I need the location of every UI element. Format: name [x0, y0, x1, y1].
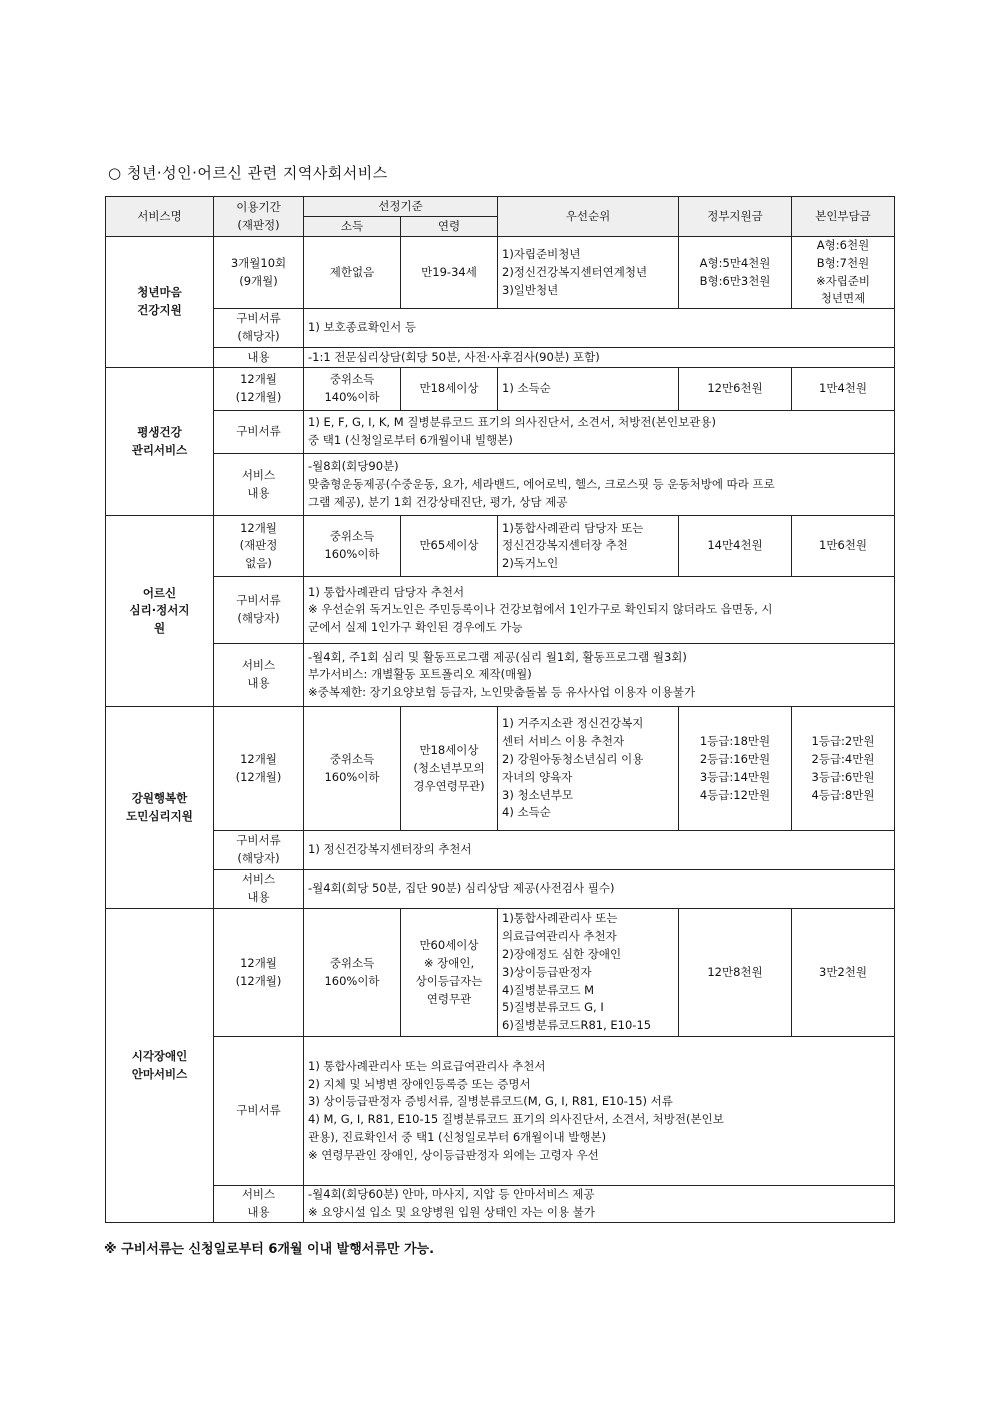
service-self-pay-line: 4등급:8만원	[811, 787, 875, 802]
service-income-line: 160%이하	[324, 973, 380, 988]
header-income: 소득	[304, 217, 401, 237]
footnote: ※ 구비서류는 신청일로부터 6개월 이내 발행서류만 가능.	[104, 1242, 435, 1257]
service-income-line: 중위소득	[329, 372, 375, 387]
service-self-pay	[792, 707, 895, 831]
docs-label-line: 구비서류	[236, 833, 281, 848]
service-content	[304, 870, 895, 909]
service-content-row	[106, 870, 895, 909]
service-self-pay-line: 3등급:6만원	[811, 769, 875, 784]
service-gov-support-line: A형:5만4천원	[699, 255, 771, 270]
service-gov-support-line: 1등급:18만원	[699, 734, 771, 749]
service-age-line: ※ 장애인,	[423, 955, 475, 970]
service-main-row	[106, 368, 895, 411]
service-priority-line: 자녀의 양육자	[502, 769, 573, 784]
service-income-line: 중위소득	[329, 529, 375, 544]
service-priority-line: 1)통합사례관리사 또는	[502, 911, 618, 926]
service-period-line: 12개월	[240, 520, 277, 535]
docs-label-line: 구비서류	[236, 1103, 281, 1118]
service-income-line: 중위소득	[329, 955, 375, 970]
service-self-pay-line: 2등급:4만원	[811, 751, 875, 766]
docs-label	[214, 411, 304, 454]
header-age: 연령	[401, 217, 498, 237]
service-content-line: 그램 제공), 분기 1회 건강상태진단, 평가, 상담 제공	[308, 494, 568, 509]
docs-content-line: 1) 통합사례관리 담당자 추천서	[308, 584, 465, 599]
service-income-line: 제한없음	[329, 264, 375, 279]
service-name	[106, 909, 214, 1223]
service-content-line: -월4회(회당 50분, 집단 90분) 심리상담 제공(사전검사 필수)	[308, 881, 615, 896]
service-priority-line: 4) 소득순	[502, 805, 551, 820]
service-priority-line: 3) 청소년부모	[502, 787, 574, 802]
service-name	[106, 707, 214, 909]
content-label	[214, 454, 304, 516]
service-period-line: (재판정	[239, 538, 278, 553]
service-docs-row	[106, 577, 895, 644]
content-label-line: 서비스	[241, 872, 276, 887]
service-priority	[498, 909, 679, 1037]
service-priority-line: 3)일반청년	[502, 282, 559, 297]
service-self-pay-line: B형:7천원	[816, 255, 870, 270]
service-period	[214, 237, 304, 309]
service-income-line: 160%이하	[324, 769, 380, 784]
service-priority-line: 2)독거노인	[502, 556, 559, 571]
service-gov-support-line: B형:6만3천원	[699, 273, 771, 288]
service-name-line: 도민심리지원	[126, 808, 193, 823]
service-period-line: (12개월)	[235, 390, 282, 405]
service-priority-line: 5)질병분류코드 G, I	[502, 1000, 604, 1015]
service-age-line: 만60세이상	[419, 938, 479, 953]
service-content	[304, 1186, 895, 1223]
service-gov-support-line: 4등급:12만원	[699, 787, 771, 802]
docs-content-line: ※ 연령무관인 장애인, 상이등급판정자 외에는 고령자 우선	[308, 1147, 599, 1162]
service-self-pay-line: 1만4천원	[819, 381, 867, 396]
service-income	[304, 516, 401, 577]
service-content-row	[106, 1186, 895, 1223]
service-gov-support-line: 2등급:16만원	[699, 751, 771, 766]
service-name	[106, 237, 214, 368]
content-label	[214, 1186, 304, 1223]
service-priority-line: 1) 거주지소관 정신건강복지	[502, 716, 644, 731]
service-table	[105, 196, 895, 1223]
service-main-row	[106, 516, 895, 577]
service-income	[304, 237, 401, 309]
service-period	[214, 707, 304, 831]
service-content-row	[106, 644, 895, 707]
service-period-line: 없음)	[245, 556, 272, 571]
docs-content-line: 중 택1 (신청일로부터 6개월이내 빌행본)	[308, 433, 513, 448]
content-label-line: 내용	[247, 890, 270, 905]
service-priority-line: 2) 강원아동청소년심리 이용	[502, 751, 644, 766]
docs-content	[304, 831, 895, 870]
service-main-row	[106, 237, 895, 309]
docs-content	[304, 577, 895, 644]
service-self-pay-line: 3만2천원	[819, 964, 867, 979]
service-name	[106, 516, 214, 707]
service-gov-support	[679, 368, 792, 411]
header-criteria: 선정기준	[304, 197, 498, 217]
service-age	[401, 707, 498, 831]
service-name-line: 원	[153, 621, 166, 636]
docs-label	[214, 1037, 304, 1186]
service-name-line: 시각장애인	[131, 1048, 188, 1063]
service-priority	[498, 368, 679, 411]
docs-label-line: 구비서류	[236, 311, 281, 326]
service-period-line: 12개월	[240, 372, 277, 387]
service-self-pay-line: A형:6천원	[816, 238, 870, 252]
docs-content	[304, 1037, 895, 1186]
service-gov-support-line: 12만8천원	[707, 964, 763, 979]
service-self-pay	[792, 237, 895, 309]
service-priority-line: 정신건강복지센터장 추천	[502, 538, 628, 553]
docs-label	[214, 831, 304, 870]
service-self-pay-line: 1등급:2만원	[811, 734, 875, 749]
service-docs-row	[106, 831, 895, 870]
service-priority	[498, 707, 679, 831]
service-age-line: 상이등급자는	[415, 973, 483, 988]
service-priority	[498, 237, 679, 309]
service-self-pay-line: 청년면제	[820, 291, 866, 306]
service-priority-line: 4)질병분류코드 M	[502, 982, 595, 997]
service-gov-support	[679, 516, 792, 577]
service-period	[214, 368, 304, 411]
header-self-pay: 본인부담금	[792, 197, 895, 237]
service-age-line: 만18세이상	[419, 381, 479, 396]
service-name-line: 강원행복한	[131, 790, 188, 805]
service-gov-support	[679, 909, 792, 1037]
docs-content-line: 관용), 진료확인서 중 택1 (신청일로부터 6개월이내 발행본)	[308, 1130, 607, 1145]
docs-label-line: (해당자)	[237, 851, 280, 866]
header-period	[214, 197, 304, 237]
content-label	[214, 348, 304, 368]
service-income	[304, 368, 401, 411]
service-period-line: (12개월)	[235, 769, 282, 784]
section-title: ○ 청년·성인·어르신 관련 지역사회서비스	[108, 164, 388, 182]
docs-content-line: 1) 보호종료확인서 등	[308, 320, 416, 335]
service-docs-row	[106, 1037, 895, 1186]
docs-content-line: 1) 통합사례관리사 또는 의료급여관리사 추천서	[308, 1058, 546, 1073]
docs-label	[214, 577, 304, 644]
service-age	[401, 909, 498, 1037]
service-priority-line: 1) 소득순	[502, 381, 551, 396]
docs-label-line: (해당자)	[237, 611, 280, 626]
service-priority-line: 3)상이등급판정자	[502, 964, 592, 979]
service-priority-line: 2)정신건강복지센터연계청년	[502, 264, 648, 279]
service-self-pay	[792, 516, 895, 577]
docs-content-line: ※ 우선순위 독거노인은 주민등록이나 건강보험에서 1인가구로 확인되지 않더라도 읍면동, 시	[308, 602, 773, 617]
service-self-pay-line: 1만6천원	[819, 538, 867, 553]
service-content-line: -월8회(회당90분)	[308, 459, 399, 474]
service-content-row	[106, 454, 895, 516]
service-income	[304, 707, 401, 831]
docs-content-line: 2) 지체 및 뇌병변 장애인등록증 또는 증명서	[308, 1076, 531, 1091]
service-priority-line: 2)장애정도 심한 장애인	[502, 947, 622, 962]
service-content-line: 부가서비스: 개별활동 포트폴리오 제작(매월)	[308, 667, 532, 682]
service-docs-row	[106, 309, 895, 348]
service-priority-line: 6)질병분류코드R81, E10-15	[502, 1018, 652, 1033]
service-name-line: 관리서비스	[131, 442, 188, 457]
docs-label	[214, 309, 304, 348]
service-income	[304, 909, 401, 1037]
service-name-line: 청년마음	[137, 285, 182, 300]
content-label-line: 내용	[247, 676, 270, 691]
service-period-line: (12개월)	[235, 973, 282, 988]
service-self-pay	[792, 909, 895, 1037]
service-period-line: (9개월)	[239, 273, 278, 288]
service-name-line: 안마서비스	[131, 1066, 188, 1081]
service-content-line: -1:1 전문심리상담(회당 50분, 사전·사후검사(90분) 포함)	[308, 349, 600, 364]
service-age	[401, 516, 498, 577]
docs-content-line: 1) 정신건강복지센터장의 추천서	[308, 842, 472, 857]
service-period-line: 12개월	[240, 955, 277, 970]
docs-content-line: 군에서 실제 1인가구 확인된 경우에도 가능	[308, 620, 523, 635]
service-name	[106, 368, 214, 516]
service-self-pay	[792, 368, 895, 411]
header-period-line: (재판정)	[237, 217, 280, 232]
service-priority-line: 1)통합사례관리 담당자 또는	[502, 520, 644, 535]
service-self-pay-line: ※자립준비	[815, 273, 871, 288]
service-content	[304, 454, 895, 516]
service-main-row	[106, 707, 895, 831]
service-gov-support-line: 14만4천원	[707, 538, 763, 553]
service-name-line: 심리·정서지	[129, 603, 190, 618]
docs-content	[304, 411, 895, 454]
content-label-line: 서비스	[241, 1187, 276, 1202]
docs-label-line: (해당자)	[237, 329, 280, 344]
service-period-line: 3개월10회	[230, 255, 287, 270]
service-age-line: (청소년부모의	[413, 760, 485, 775]
service-age-line: 만19-34세	[421, 264, 477, 279]
service-content	[304, 348, 895, 368]
content-label-line: 내용	[247, 485, 270, 500]
header-service-name: 서비스명	[106, 197, 214, 237]
service-income-line: 140%이하	[324, 390, 380, 405]
service-period	[214, 516, 304, 577]
service-content-line: ※ 요양시설 입소 및 요양병원 입원 상태인 자는 이용 불가	[308, 1205, 595, 1220]
service-priority-line: 센터 서비스 이용 추천자	[502, 734, 625, 749]
service-period	[214, 909, 304, 1037]
docs-content-line: 1) E, F, G, I, K, M 질병분류코드 표기의 의사진단서, 소견서, 처방전(본인보관용)	[308, 415, 716, 430]
service-gov-support-line: 3등급:14만원	[699, 769, 771, 784]
service-age-line: 경우연령무관)	[413, 778, 485, 793]
header-period-line: 이용기간	[236, 199, 281, 214]
docs-content	[304, 309, 895, 348]
service-priority-line: 1)자립준비청년	[502, 246, 581, 261]
service-content	[304, 644, 895, 707]
content-label-line: 서비스	[241, 467, 276, 482]
service-period-line: 12개월	[240, 751, 277, 766]
service-age	[401, 368, 498, 411]
service-content-line: 맞춤형운동제공(수중운동, 요가, 세라밴드, 에어로빅, 헬스, 크로스핏 등 운동처방에 따라 프로	[308, 476, 775, 491]
service-income-line: 160%이하	[324, 547, 380, 562]
content-label	[214, 870, 304, 909]
content-label-line: 내용	[247, 349, 270, 364]
service-docs-row	[106, 411, 895, 454]
header-priority: 우선순위	[498, 197, 679, 237]
service-gov-support	[679, 237, 792, 309]
service-name-line: 평생건강	[137, 424, 182, 439]
docs-content-line: 3) 상이등급판정자 증빙서류, 질병분류코드(M, G, I, R81, E10-15) 서류	[308, 1094, 673, 1109]
service-age-line: 만18세이상	[419, 743, 479, 758]
service-gov-support	[679, 707, 792, 831]
service-age	[401, 237, 498, 309]
content-label	[214, 644, 304, 707]
service-name-line: 어르신	[142, 585, 177, 600]
service-content-line: -월4회, 주1회 심리 및 활동프로그램 제공(심리 월1회, 활동프로그램 월3회)	[308, 649, 687, 664]
service-gov-support-line: 12만6천원	[707, 381, 763, 396]
service-content-row	[106, 348, 895, 368]
service-priority-line: 의료급여관리사 추천자	[502, 929, 617, 944]
docs-content-line: 4) M, G, I, R81, E10-15 질병분류코드 표기의 의사진단서, 소견서, 처방전(본인보	[308, 1112, 724, 1127]
service-name-line: 건강지원	[137, 303, 182, 318]
docs-label-line: 구비서류	[236, 424, 281, 439]
service-age-line: 만65세이상	[419, 538, 479, 553]
service-main-row	[106, 909, 895, 1037]
service-content-line: -월4회(회당60분) 안마, 마사지, 지압 등 안마서비스 제공	[308, 1187, 595, 1202]
header-gov-support: 정부지원금	[679, 197, 792, 237]
service-income-line: 중위소득	[329, 751, 375, 766]
content-label-line: 내용	[247, 1205, 270, 1220]
docs-label-line: 구비서류	[236, 593, 281, 608]
service-priority	[498, 516, 679, 577]
service-age-line: 연령무관	[426, 991, 472, 1006]
content-label-line: 서비스	[241, 658, 276, 673]
service-content-line: ※중복제한: 장기요양보험 등급자, 노인맞춤돌봄 등 유사사업 이용자 이용불가	[308, 685, 696, 700]
